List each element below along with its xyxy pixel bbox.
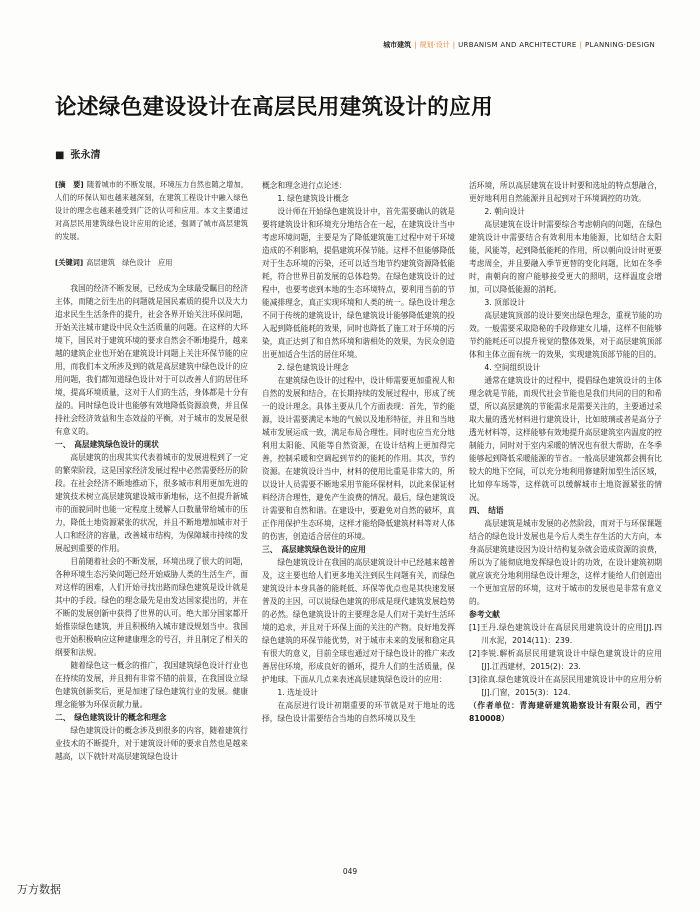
conclusion-paragraph: 高层建筑是城市发展的必然阶段，而对于与环保课题结合的绿色设计发展也是今后人类生存生活的大方向，本身高层建筑建设因为设计结构复杂就会造成资源的浪费，所以为了能彻底地发挥绿色设计的功效，在设计建筑初期就应该充分地利用绿色设计理念，这样才能给人们创造出一个更加宜居的环境，这对于城市的发展也是非常有意义的。 bbox=[469, 519, 662, 606]
subsection-heading: 4. 空间组织设计 bbox=[484, 363, 541, 372]
reference-item: [1]王丹.绿色建筑设计在高层民用建筑设计的应用[J].四川水泥，2014(11)：239. bbox=[469, 623, 662, 645]
subsection-heading: 3. 顶部设计 bbox=[484, 298, 525, 307]
journal-name: 城市建筑 bbox=[383, 41, 412, 49]
paragraph: 在建筑绿色设计的过程中，设计师需要更加重视人和自然的发展和结合，在长期持续的发展过程中，形成了统一的设计理念。具体主要从几个方面表现：首先，节约能源，设计需要满足本地的气候以及地形特征，并且和当地城市发展运成一致，满足布局合理性。同时也应当充分地利用太阳能、风能等自然资源，在设计结构上更加得完善，控制采暖和空调起到节约的能耗的作用。其次，节约资源。在建筑设计当中，材料的使用比重是非常大的，所以设计人员需要不断地采用节能环保材料，以此来保证材料经济合理性，避免产生浪费的情况。最后，绿色建筑设计需要和自然和谐。在建设中，要避免对自然的破坏，真正作用保护生态环境，这样才能给降低建筑材料等对人体的伤害，创造适合居住的环境。 bbox=[262, 376, 455, 541]
section-heading: 三、 高层建筑绿色设计的应用 bbox=[262, 545, 366, 554]
journal-name-en: URBANISM AND ARCHITECTURE bbox=[458, 41, 577, 49]
header-separator: | bbox=[579, 41, 583, 49]
reference-item: [2]李锐.解析高层民用建筑设计中绿色建筑设计的应用[J].江西建材，2015(2)：23. bbox=[469, 649, 662, 671]
header-separator: | bbox=[414, 41, 417, 49]
paragraph-continuation: 活环境，所以高层建筑在设计时要和选址的特点想融合，更好地利用自然能源并且起到对于环境调控的功效。 bbox=[469, 181, 662, 203]
column-2 bbox=[262, 179, 455, 725]
keywords-text: 高层建筑 绿色设计 应用 bbox=[86, 258, 173, 267]
paragraph: 通常在建筑设计的过程中，提倡绿色建筑设计的主体理念就是节能，而现代社会节能也是我们共同的目的和希望，所以高层建筑的节能需求是需要关注的，主要通过采取大量的透光材料进行建筑设计，比如玻璃或者是高分子透光材料等，这样能够有效地提升高层建筑室内温度的控制能力，同时对于室内采暖的情况也有很大帮助，在冬季能够起到降低采暖能源的节省。一般高层建筑都会拥有比较大的地下空间，可以充分地利用修建附加型生活区域，比如停车场等，这样就可以缓解城市土地资源紧张的情况。 bbox=[469, 376, 662, 502]
reference-item: [3]徐真.绿色建筑设计在高层民用建筑设计中的应用分析[J].门窗，2015(3)：124. bbox=[469, 675, 662, 697]
paragraph: 高层建筑在设计时需要综合考虑朝向的问题，在绿色建筑设计中需要结合有效利用本地能源，比如结合太阳能，风能等，起到降低能耗的作用，所以朝向设计时更要考虑周全，并且要融入季节更替的变化问题，比如在冬季时，南朝向的窗户能够接受更大的照明，这样温度会增加，可以降低能源的消耗。 bbox=[469, 220, 662, 294]
references-heading: 参考文献 bbox=[469, 610, 500, 619]
paragraph: 设计师在开始绿色建筑设计中，首先需要确认的就是要将建筑设计和环境充分地结合在一起，在建筑设计当中考虑环境问题，主要是为了降低建筑施工过程中对于环境造成的不利影响，提倡建筑环保节能。这样不但能够降低对于生态环境的污染，还可以适当地节约建筑资源降低能耗，符合世界目前发展的总体趋势。在绿色建筑设计的过程中，也要考虑到本地的生态环境特点，要利用当前的节能减排理念，真正实现环境和人类的统一。绿色设计理念不同于传统的建筑设计，绿色建筑设计能够降低建筑的投入起到降低能耗的效果，同时也降低了施工对于环境的污染，真正达到了和自然环境和谐相处的效果，为民众创造出更加适合生活的居住环境。 bbox=[262, 207, 455, 359]
author-affiliation: （作者单位：青海建研建筑勘察设计有限公司，西宁 810008） bbox=[469, 701, 662, 723]
author-line bbox=[55, 146, 100, 161]
square-bullet-icon: ■ bbox=[55, 150, 65, 161]
subsection-heading: 2. 绿色建筑设计理念 bbox=[277, 363, 349, 372]
section-heading: 一、 高层建筑绿色设计的现状 bbox=[55, 440, 159, 449]
paragraph: 高层建筑顶部的设计要突出绿色理念，重视节能的功效。一般需要采取隐秘的手段修建女儿墙，这样不但能够节约能耗还可以提升视觉的整体效果，对于高层建筑顶部体和主体立面有统一的效果，实现建筑顶部节能的目的。 bbox=[469, 311, 662, 359]
section-heading: 二、 绿色建筑设计的概念和理念 bbox=[55, 713, 167, 722]
paragraph: 目前随着社会的不断发展，环境出现了很大的问题，各种环境生态污染问题已经开始威胁人类的生活生产，面对这样的困难，人们开始寻找出路而绿色建筑是设计就是其中的手段。绿色的理念最先是由发达国家提出的，并在不断的发展创新中获得了世界的认可。绝大部分国家都开始推崇绿色建筑，并且积极纳入城市建设规划当中。我国也开始积极响应这种建康理念的号召，并且制定了相关的纲要和法规。 bbox=[55, 557, 248, 657]
database-watermark: 万方数据 bbox=[17, 883, 61, 896]
abstract-text: 随着城市的不断发展，环境压力自然也随之增加，人们的环保认知也越来越深刻，在建筑工程设计中融入绿色设计的理念也越来越受到广泛的认可和应用。本文主要通过对高层民用建筑绿色设计应用的论述，强调了城市高层建筑的发展。 bbox=[55, 180, 248, 241]
section-heading: 四、 结语 bbox=[469, 506, 504, 515]
author-name: 张永清 bbox=[70, 150, 101, 161]
section-name: 规划·设计 bbox=[419, 41, 450, 49]
column-1 bbox=[55, 282, 248, 763]
intro-paragraph: 我国的经济不断发展，已经成为全球最受瞩目的经济主体，而随之衍生出的问题就是国民素质的提升以及大力追求民生生活条件的提升，社会各界开始关注环保问题，开始关注城市建设中民众生活质量的问题。在这样的大环境下，国民对于建筑环境的要求自然会不断地提升，越来越的建筑企业也开始在建筑设计问题上关注环保节能的应用，而我们本文所涉及到的就是高层建筑中绿色设计的应用问题，我们都知道绿色设计对于可以改善人们的居住环境，提高环境质量，这对于人们的生活，身体都是十分有益的。同时绿色设计也能够有效地降低资源浪费，并且保持社会经济效益和生态效益的平衡，对于城市的发展是很有意义的。 bbox=[55, 284, 248, 436]
paragraph: 随着绿色这一概念的推广，我国建筑绿色设计行业也在持续的发展，并且拥有非常不错的前景，在我国设立绿色建筑创新奖后，更是加速了绿色建筑行业的发展。健康理念能够为环保贡献力量。 bbox=[55, 661, 248, 709]
paragraph-continuation: 概念和理念进行点论述： bbox=[262, 181, 347, 190]
paragraph: 高层建筑的出现其实代表着城市的发展进程到了一定的繁荣阶段，这是国家经济发展过程中必然需要经历的阶段。在社会经济不断地推动下，很多城市利用更加先进的建筑技术树立高层建筑建设城市新地标，这不但提升新城市的面貌同时也能一定程度上缓解人口数量带给城市的压力，降低土地资源紧张的状况，并且不断地增加城市对于人口和经济的容量，改善城市结构，为保障城市持续的发展起到重要的作用。 bbox=[55, 453, 248, 553]
header-separator: | bbox=[452, 41, 456, 49]
section-name-en: PLANNING·DESIGN bbox=[585, 41, 655, 49]
keywords bbox=[55, 256, 248, 269]
subsection-heading: 1. 选址设计 bbox=[277, 688, 318, 697]
article-title: 论述绿色建设设计在高层民用建筑设计的应用 bbox=[55, 95, 494, 120]
subsection-heading: 2. 朝向设计 bbox=[484, 207, 525, 216]
subsection-heading: 1. 绿色建筑设计概念 bbox=[277, 194, 349, 203]
abstract bbox=[55, 178, 248, 243]
paragraph: 绿色建筑设计的概念涉及到很多的内容，随着建筑行业技术的不断提升，对于建筑设计师的要求自然也是越来越高，以下就针对高层建筑绿色设计 bbox=[55, 726, 248, 761]
running-header bbox=[383, 40, 655, 50]
abstract-label: [摘 要] bbox=[55, 180, 84, 189]
column-3 bbox=[469, 179, 662, 725]
keywords-label: [关键词] bbox=[55, 258, 84, 267]
paragraph: 在高层进行设计初期重要的环节就是对于地址的选择，绿色设计需要结合当地的自然环境以及生 bbox=[262, 701, 455, 723]
paragraph: 绿色建筑设计在我国的高层建筑设计中已经越来越普及，这主要也给人们更多地关注到民生问题有关，而绿色建筑设计本身具备的能耗低、环保等优点也是其快速发展普及的主因，可以说绿色建筑的形成是现代建筑发展趋势的必然。绿色建筑设计的主要理念是人们对于美好生活环境的追求，并且对于环保上面的关注的产物。良好地发挥绿色建筑的环保节能优势，对于城市未来的发展和稳定具有很大的意义，目前全球也通过对于绿色设计的推广来改善居住环境，形成良好的循环，提升人们的生活质量，保护地球。下面从几点来表述高层建筑绿色设计的应用： bbox=[262, 558, 455, 684]
page-number: 049 bbox=[342, 867, 358, 876]
